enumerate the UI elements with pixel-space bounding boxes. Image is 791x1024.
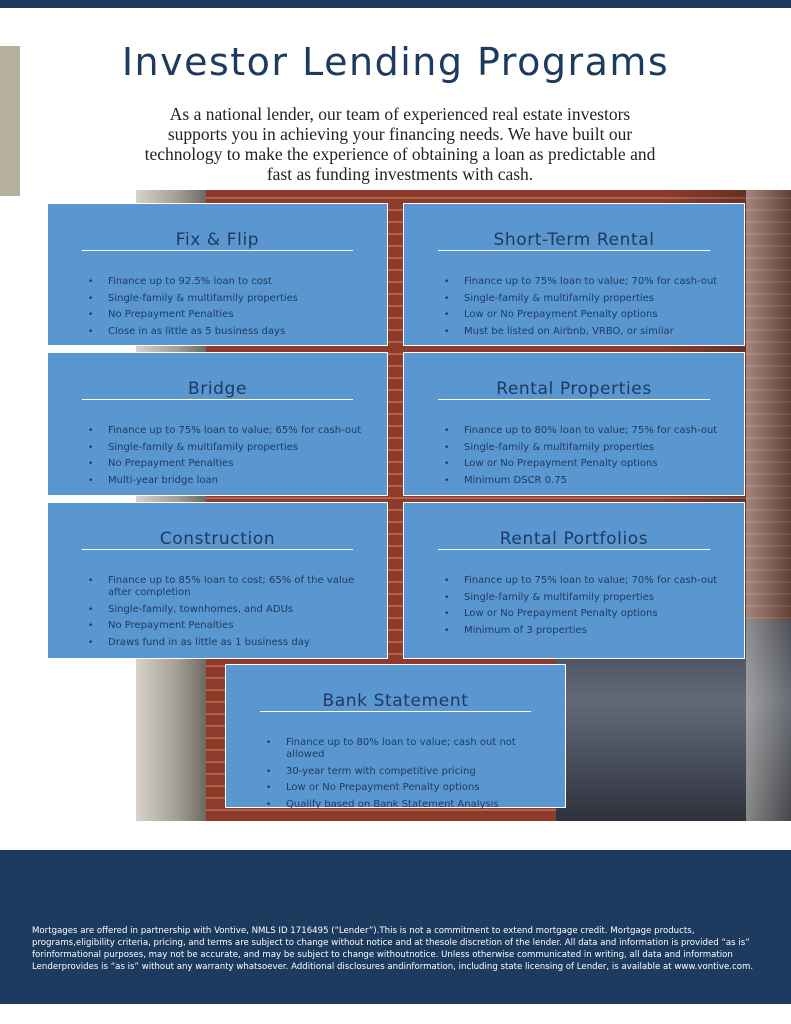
bullet-item: • Low or No Prepayment Penalty options bbox=[444, 608, 726, 620]
bullet-item: • 30-year term with competitive pricing bbox=[266, 766, 547, 778]
bullet-item: • Single-family & multifamily properties bbox=[444, 592, 726, 604]
program-card-fix-flip bbox=[47, 203, 388, 346]
program-card-bank-statement bbox=[225, 664, 566, 808]
bullet-item: • Single-family & multifamily properties bbox=[444, 442, 726, 454]
bullet-item: • Low or No Prepayment Penalty options bbox=[266, 782, 547, 794]
program-bullets bbox=[88, 575, 369, 653]
bullet-item: • Low or No Prepayment Penalty options bbox=[444, 309, 726, 321]
program-title: Fix & Flip bbox=[175, 230, 260, 250]
title-rule bbox=[438, 250, 710, 251]
program-bullets bbox=[88, 425, 369, 491]
bullet-item: • Finance up to 80% loan to value; 75% for cash-out bbox=[444, 425, 726, 437]
title-rule bbox=[82, 549, 353, 550]
program-title: Bridge bbox=[187, 379, 248, 399]
footer-disclaimer: Mortgages are offered in partnership with Vontive, NMLS ID 1716495 (“Lender”).This is not a commitment to extend mortgage credit. Mortgage products, programs,eligibility criteria, pricing, and terms are subject to change without notice and at thesole discretion of the lender. All data and information is provided “as is” forinformational purposes, may not be accurate, and may be subject to change withoutnotice. Unless otherwise communicated in writing, all data and information Lenderprovides is “as is” without any warranty whatsoever. Additional disclosures andinformation, including state licensing of Lender, is available at www.vontive.com. bbox=[32, 926, 754, 972]
top-bar bbox=[0, 0, 791, 8]
bullet-item: • Finance up to 85% loan to cost; 65% of the value after completion bbox=[88, 575, 369, 599]
bullet-item: • Single-family & multifamily properties bbox=[88, 293, 369, 305]
program-title: Bank Statement bbox=[322, 691, 469, 711]
bullet-item: • Finance up to 75% loan to value; 70% for cash-out bbox=[444, 575, 726, 587]
bullet-item: • Low or No Prepayment Penalty options bbox=[444, 458, 726, 470]
program-bullets bbox=[266, 737, 547, 815]
bullet-item: • Minimum DSCR 0.75 bbox=[444, 475, 726, 487]
title-rule bbox=[82, 250, 353, 251]
bullet-item: • Finance up to 75% loan to value; 70% for cash-out bbox=[444, 276, 726, 288]
program-card-construction bbox=[47, 502, 388, 659]
bullet-item: • Qualify based on Bank Statement Analysis bbox=[266, 799, 547, 811]
program-card-rental-portfolios bbox=[403, 502, 745, 659]
title-rule bbox=[82, 399, 353, 400]
title-rule bbox=[438, 399, 710, 400]
program-title: Construction bbox=[159, 529, 276, 549]
program-card-rental-properties bbox=[403, 352, 745, 496]
bullet-item: • Finance up to 75% loan to value; 65% for cash-out bbox=[88, 425, 369, 437]
bullet-item: • Must be listed on Airbnb, VRBO, or similar bbox=[444, 326, 726, 338]
bullet-item: • Finance up to 80% loan to value; cash out not allowed bbox=[266, 737, 547, 761]
program-card-short-term-rental bbox=[403, 203, 745, 346]
page-title: Investor Lending Programs bbox=[121, 40, 670, 84]
bullet-item: • Draws fund in as little as 1 business day bbox=[88, 637, 369, 649]
photo-column bbox=[746, 190, 791, 821]
program-title: Short-Term Rental bbox=[493, 230, 655, 250]
program-bullets bbox=[444, 276, 726, 342]
program-title: Rental Portfolios bbox=[499, 529, 649, 549]
title-rule bbox=[438, 549, 710, 550]
bullet-item: • Finance up to 92.5% loan to cost bbox=[88, 276, 369, 288]
intro-text: As a national lender, our team of experienced real estate investors supports you in achieving your financing needs. We have built our technology to make the experience of obtaining a loan as predictable and fast as funding investments with cash. bbox=[144, 104, 656, 184]
title-rule bbox=[260, 711, 531, 712]
bullet-item: • Single-family, townhomes, and ADUs bbox=[88, 604, 369, 616]
program-card-bridge bbox=[47, 352, 388, 496]
footer-band bbox=[0, 850, 791, 1004]
bullet-item: • Multi-year bridge loan bbox=[88, 475, 369, 487]
program-title: Rental Properties bbox=[496, 379, 652, 399]
bullet-item: • Close in as little as 5 business days bbox=[88, 326, 369, 338]
program-bullets bbox=[444, 575, 726, 641]
program-bullets bbox=[444, 425, 726, 491]
bullet-item: • No Prepayment Penalties bbox=[88, 458, 369, 470]
bullet-item: • No Prepayment Penalties bbox=[88, 620, 369, 632]
bullet-item: • Single-family & multifamily properties bbox=[444, 293, 726, 305]
bullet-item: • Single-family & multifamily properties bbox=[88, 442, 369, 454]
bullet-item: • Minimum of 3 properties bbox=[444, 625, 726, 637]
bullet-item: • No Prepayment Penalties bbox=[88, 309, 369, 321]
program-bullets bbox=[88, 276, 369, 342]
